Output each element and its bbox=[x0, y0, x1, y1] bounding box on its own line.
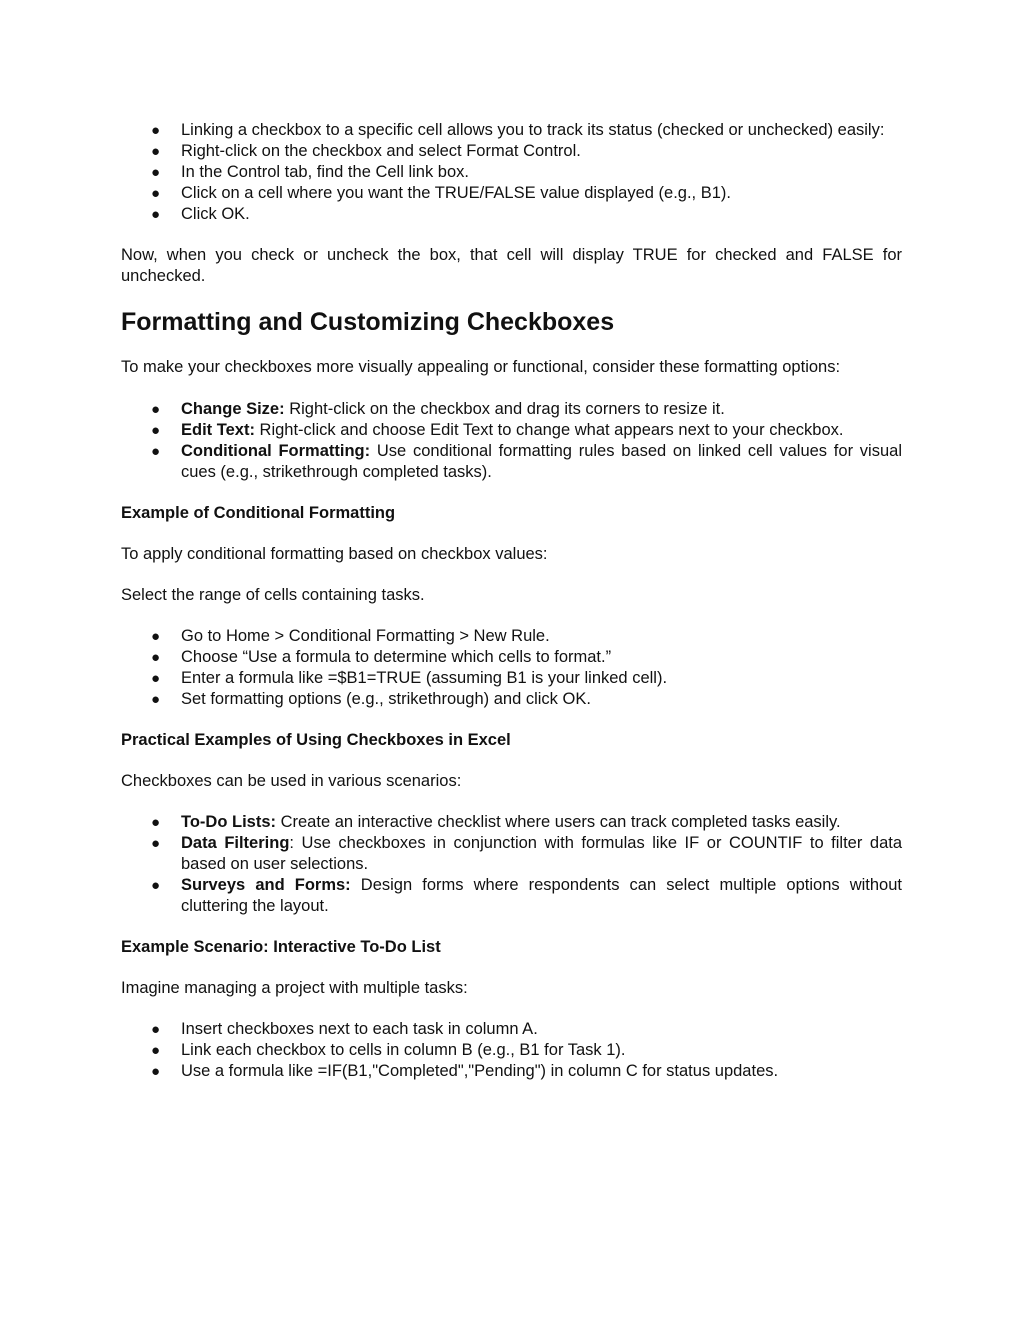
bullet-icon: ● bbox=[151, 401, 161, 418]
list-item: ● Enter a formula like =$B1=TRUE (assuming B1 is your linked cell). bbox=[151, 669, 668, 687]
bullet-icon: ● bbox=[151, 422, 161, 439]
paragraph: To apply conditional formatting based on checkbox values: bbox=[121, 545, 548, 563]
list-item: ● Linking a checkbox to a specific cell allows you to track its status (checked or unchecked) easily: bbox=[151, 121, 885, 139]
paragraph: Imagine managing a project with multiple tasks: bbox=[121, 979, 468, 997]
list-item: ● Go to Home > Conditional Formatting > New Rule. bbox=[151, 627, 550, 645]
list-item: ● Data Filtering: Use checkboxes in conjunction with formulas like IF or COUNTIF to filter data based on user selections. bbox=[151, 834, 903, 873]
bullet-icon: ● bbox=[151, 814, 161, 831]
list-item: ● Set formatting options (e.g., strikethrough) and click OK. bbox=[151, 690, 591, 708]
bullet-icon: ● bbox=[151, 122, 161, 139]
list-item: ● Change Size: Right-click on the checkbox and drag its corners to resize it. bbox=[151, 400, 725, 418]
list-item: ● Link each checkbox to cells in column B (e.g., B1 for Task 1). bbox=[151, 1041, 626, 1059]
bullet-icon: ● bbox=[151, 1063, 161, 1080]
document-page bbox=[121, 120, 902, 1082]
list-item: ● Click OK. bbox=[151, 205, 250, 223]
practical-examples-list bbox=[121, 812, 902, 917]
todo-scenario-list bbox=[121, 1019, 902, 1082]
subsection-heading: Example Scenario: Interactive To-Do List bbox=[121, 938, 441, 956]
paragraph: To make your checkboxes more visually appealing or functional, consider these formatting options: bbox=[121, 358, 841, 376]
list-item: ● Click on a cell where you want the TRUE/FALSE value displayed (e.g., B1). bbox=[151, 184, 731, 202]
bullet-icon: ● bbox=[151, 1042, 161, 1059]
list-item: ● To-Do Lists: Create an interactive checklist where users can track completed tasks easily. bbox=[151, 813, 841, 831]
bullet-icon: ● bbox=[151, 143, 161, 160]
section-heading: Formatting and Customizing Checkboxes bbox=[121, 308, 615, 336]
list-item: ● In the Control tab, find the Cell link box. bbox=[151, 163, 469, 181]
list-item: ● Right-click on the checkbox and select Format Control. bbox=[151, 142, 581, 160]
bullet-icon: ● bbox=[151, 649, 161, 666]
bullet-icon: ● bbox=[151, 443, 161, 460]
paragraph: Now, when you check or uncheck the box, that cell will display TRUE for checked and FALSE for unchecked. bbox=[121, 246, 902, 285]
bullet-icon: ● bbox=[151, 185, 161, 202]
bullet-icon: ● bbox=[151, 877, 161, 894]
bullet-icon: ● bbox=[151, 628, 161, 645]
bullet-icon: ● bbox=[151, 164, 161, 181]
conditional-formatting-steps-list bbox=[121, 626, 902, 710]
bullet-icon: ● bbox=[151, 1021, 161, 1038]
bullet-icon: ● bbox=[151, 691, 161, 708]
subsection-heading: Example of Conditional Formatting bbox=[121, 504, 396, 522]
formatting-options-list bbox=[121, 399, 902, 483]
cell-link-steps-list bbox=[121, 120, 902, 225]
list-item: ● Surveys and Forms: Design forms where respondents can select multiple options without cluttering the layout. bbox=[151, 876, 902, 915]
list-item: ● Use a formula like =IF(B1,"Completed","Pending") in column C for status updates. bbox=[151, 1062, 779, 1080]
list-item: ● Choose “Use a formula to determine which cells to format.” bbox=[151, 648, 612, 666]
bullet-icon: ● bbox=[151, 670, 161, 687]
subsection-heading: Practical Examples of Using Checkboxes in Excel bbox=[121, 731, 511, 749]
bullet-icon: ● bbox=[151, 206, 161, 223]
list-item: ● Insert checkboxes next to each task in column A. bbox=[151, 1020, 538, 1038]
list-item: ● Conditional Formatting: Use conditional formatting rules based on linked cell values for visual cues (e.g., strikethrough completed tasks). bbox=[151, 442, 902, 481]
bullet-icon: ● bbox=[151, 835, 161, 852]
paragraph: Checkboxes can be used in various scenarios: bbox=[121, 772, 462, 790]
list-item: ● Edit Text: Right-click and choose Edit Text to change what appears next to your checkbox. bbox=[151, 421, 844, 439]
paragraph: Select the range of cells containing tasks. bbox=[121, 586, 425, 604]
